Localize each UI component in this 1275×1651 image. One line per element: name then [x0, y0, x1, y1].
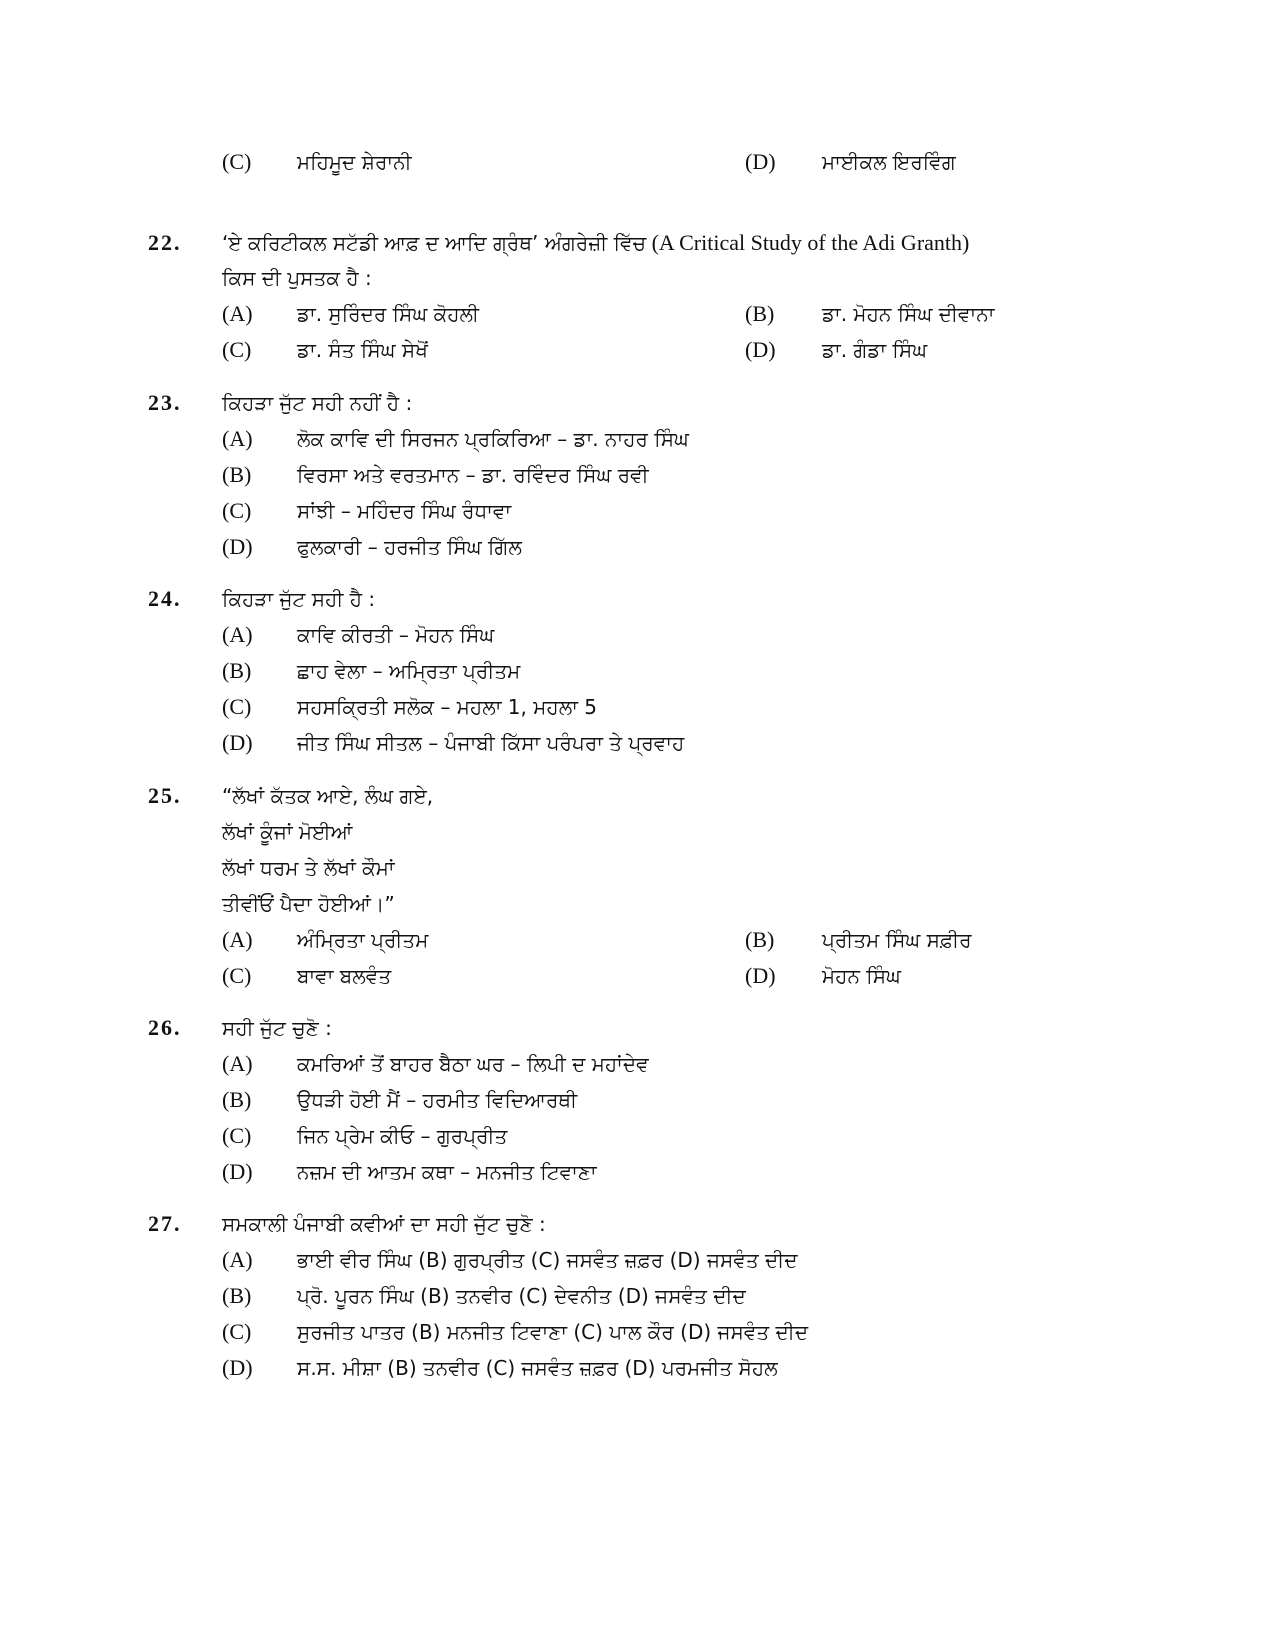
option-text: ਡਾ. ਸੰਤ ਸਿੰਘ ਸੇਖੋਂ — [297, 338, 428, 362]
option-label: (A) — [222, 426, 253, 451]
option-text: ਨਜ਼ਮ ਦੀ ਆਤਮ ਕਥਾ – ਮਨਜੀਤ ਟਿਵਾਣਾ — [297, 1160, 597, 1184]
option-text: ਕਮਰਿਆਂ ਤੋਂ ਬਾਹਰ ਬੈਠਾ ਘਰ – ਲਿਪੀ ਦ ਮਹਾਂਦੇਵ — [297, 1052, 649, 1076]
option-label: (B) — [745, 927, 775, 952]
verse-text: ਤੀਵੀਂਓਂ ਪੈਦਾ ਹੋਈਆਂ।” — [222, 892, 395, 916]
question-number: 24. — [148, 586, 182, 611]
option-text: ਡਾ. ਗੰਡਾ ਸਿੰਘ — [822, 338, 928, 362]
option-text: ਸਾਂਝੀ – ਮਹਿੰਦਰ ਸਿੰਘ ਰੰਧਾਵਾ — [297, 499, 512, 523]
option-label: (D) — [222, 1355, 253, 1380]
option-label: (A) — [222, 927, 253, 952]
verse-text: ਲੱਖਾਂ ਕੂੰਜਾਂ ਮੋਈਆਂ — [222, 820, 353, 844]
option-label: (B) — [222, 658, 252, 683]
option-label: (C) — [222, 1123, 252, 1148]
option-text: ਮਹਿਮੂਦ ਸ਼ੇਰਾਨੀ — [297, 150, 412, 174]
question-text: ਕਿਹੜਾ ਜੁੱਟ ਸਹੀ ਨਹੀਂ ਹੈ : — [222, 391, 413, 415]
option-label: (D) — [222, 730, 253, 755]
question-number: 22. — [148, 230, 182, 255]
option-text: ਛਾਹ ਵੇਲਾ – ਅਮ੍ਰਿਤਾ ਪ੍ਰੀਤਮ — [297, 659, 521, 683]
option-label: (A) — [222, 1051, 253, 1076]
option-text: ਪ੍ਰੀਤਮ ਸਿੰਘ ਸਫ਼ੀਰ — [822, 928, 972, 952]
question-text: ਸਹੀ ਜੁੱਟ ਚੁਣੋ : — [222, 1016, 332, 1040]
option-text: ਉਧੜੀ ਹੋਈ ਮੈਂ – ਹਰਮੀਤ ਵਿਦਿਆਰਥੀ — [297, 1088, 578, 1112]
option-label: (B) — [222, 1087, 252, 1112]
option-label: (B) — [222, 462, 252, 487]
option-text: ਡਾ. ਮੋਹਨ ਸਿੰਘ ਦੀਵਾਨਾ — [822, 302, 995, 326]
question-text: ਸਮਕਾਲੀ ਪੰਜਾਬੀ ਕਵੀਆਂ ਦਾ ਸਹੀ ਜੁੱਟ ਚੁਣੋ : — [222, 1212, 546, 1236]
option-label: (D) — [222, 1159, 253, 1184]
option-label: (D) — [745, 963, 776, 988]
option-text: ਬਾਵਾ ਬਲਵੰਤ — [297, 964, 392, 988]
option-label: (A) — [222, 1247, 253, 1272]
option-text: ਸੁਰਜੀਤ ਪਾਤਰ (B) ਮਨਜੀਤ ਟਿਵਾਣਾ (C) ਪਾਲ ਕੌਰ (D) ਜਸਵੰਤ ਦੀਦ — [297, 1320, 809, 1344]
option-text: ਵਿਰਸਾ ਅਤੇ ਵਰਤਮਾਨ – ਡਾ. ਰਵਿੰਦਰ ਸਿੰਘ ਰਵੀ — [297, 463, 649, 487]
question-text: ਕਿਸ ਦੀ ਪੁਸਤਕ ਹੈ : — [222, 266, 372, 290]
question-number: 25. — [148, 783, 182, 808]
option-text: ਡਾ. ਸੁਰਿੰਦਰ ਸਿੰਘ ਕੋਹਲੀ — [297, 302, 480, 326]
option-text: ਮੋਹਨ ਸਿੰਘ — [822, 964, 901, 988]
option-text: ਮਾਈਕਲ ਇਰਵਿੰਗ — [822, 150, 956, 174]
option-label: (C) — [222, 337, 252, 362]
option-label: (C) — [222, 498, 252, 523]
option-label: (B) — [222, 1283, 252, 1308]
option-label: (C) — [222, 694, 252, 719]
option-text: ਫੁਲਕਾਰੀ – ਹਰਜੀਤ ਸਿੰਘ ਗਿੱਲ — [297, 535, 522, 559]
option-text: ਅੰਮ੍ਰਿਤਾ ਪ੍ਰੀਤਮ — [297, 928, 429, 952]
question-number: 26. — [148, 1015, 182, 1040]
question-text: ਕਿਹੜਾ ਜੁੱਟ ਸਹੀ ਹੈ : — [222, 587, 376, 611]
option-text: ਸ.ਸ. ਮੀਸ਼ਾ (B) ਤਨਵੀਰ (C) ਜਸਵੰਤ ਜ਼ਫ਼ਰ (D) ਪਰਮਜੀਤ ਸੋਹਲ — [297, 1356, 778, 1380]
option-text: ਲੋਕ ਕਾਵਿ ਦੀ ਸਿਰਜਨ ਪ੍ਰਕਿਰਿਆ – ਡਾ. ਨਾਹਰ ਸਿੰਘ — [297, 427, 689, 451]
question-number: 27. — [148, 1211, 182, 1236]
verse-text: “ਲੱਖਾਂ ਕੱਤਕ ਆਏ, ਲੰਘ ਗਏ, — [222, 784, 434, 808]
option-text: ਭਾਈ ਵੀਰ ਸਿੰਘ (B) ਗੁਰਪ੍ਰੀਤ (C) ਜਸਵੰਤ ਜ਼ਫ਼ਰ (D) ਜਸਵੰਤ ਦੀਦ — [297, 1248, 798, 1272]
option-label: (C) — [222, 963, 252, 988]
question-number: 23. — [148, 390, 182, 415]
question-text: ‘ਏ ਕਰਿਟੀਕਲ ਸਟੱਡੀ ਆਫ਼ ਦ ਆਦਿ ਗ੍ਰੰਥ’ ਅੰਗਰੇਜ਼ੀ ਵਿੱਚ (A Critical Study of the Adi Granth) — [222, 230, 970, 255]
option-label: (B) — [745, 301, 775, 326]
option-text: ਕਾਵਿ ਕੀਰਤੀ – ਮੋਹਨ ਸਿੰਘ — [297, 623, 495, 647]
option-label: (A) — [222, 622, 253, 647]
option-label: (D) — [745, 149, 776, 174]
option-label: (D) — [222, 534, 253, 559]
option-text: ਸਹਸਕ੍ਰਿਤੀ ਸਲੋਕ – ਮਹਲਾ 1, ਮਹਲਾ 5 — [297, 695, 598, 719]
option-label: (A) — [222, 301, 253, 326]
option-text: ਜੀਤ ਸਿੰਘ ਸੀਤਲ – ਪੰਜਾਬੀ ਕਿੱਸਾ ਪਰੰਪਰਾ ਤੇ ਪ੍ਰਵਾਹ — [297, 731, 685, 755]
option-label: (C) — [222, 149, 252, 174]
option-text: ਪ੍ਰੋ. ਪੂਰਨ ਸਿੰਘ (B) ਤਨਵੀਰ (C) ਦੇਵਨੀਤ (D) ਜਸਵੰਤ ਦੀਦ — [297, 1284, 746, 1308]
option-text: ਜਿਨ ਪ੍ਰੇਮ ਕੀਓ – ਗੁਰਪ੍ਰੀਤ — [297, 1124, 508, 1148]
option-label: (D) — [745, 337, 776, 362]
option-label: (C) — [222, 1319, 252, 1344]
verse-text: ਲੱਖਾਂ ਧਰਮ ਤੇ ਲੱਖਾਂ ਕੌਮਾਂ — [222, 856, 395, 880]
